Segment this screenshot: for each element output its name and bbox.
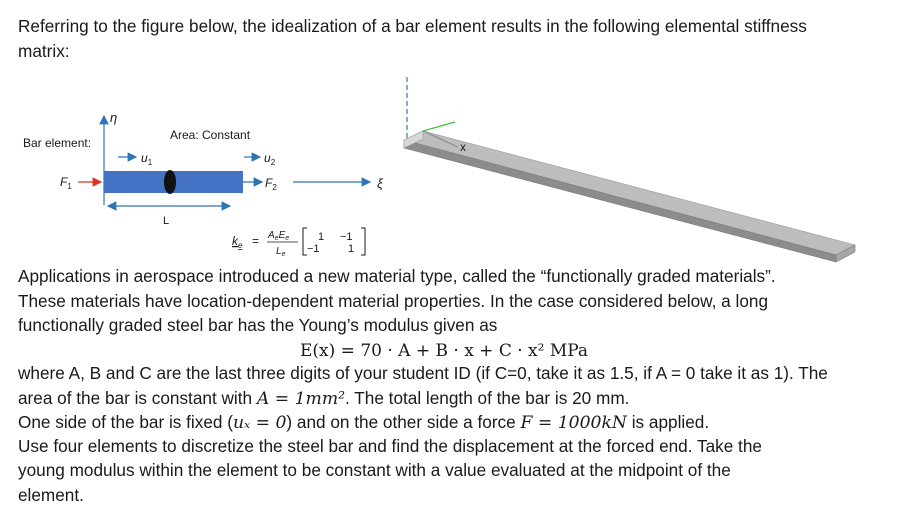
intro-line-1: Referring to the figure below, the idealization of a bar element results in the following elemental stiffness: [18, 16, 807, 36]
matrix-m12: −1: [340, 231, 353, 243]
equals-sign: =: [252, 234, 260, 248]
u2-label: $u_2$: [264, 151, 276, 167]
bar-cross-section: [164, 170, 176, 194]
u1-label: $u_1$: [141, 151, 153, 167]
paragraph-line-2: These materials have location-dependent material properties. In the case considered below, a long: [18, 291, 769, 311]
paragraph-line-9: element.: [18, 485, 84, 505]
paragraph-line-7: Use four elements to discretize the steel bar and find the displacement at the forced end. Take the: [18, 436, 762, 456]
ke-symbol: $k_e$: [232, 234, 243, 250]
boundary-condition-expression: uₓ = 0: [232, 413, 287, 433]
x-axis-label: x: [460, 140, 466, 154]
ae-ee-numerator: $A_eE_e$: [268, 230, 290, 242]
paragraph-line-4: where A, B and C are the last three digits of your student ID (if C=0, take it as 1.5, if A = 0 take it as 1). The: [18, 363, 828, 383]
length-label: L: [163, 215, 170, 227]
matrix-m21: −1: [307, 243, 320, 255]
f1-label: $F_1$: [60, 175, 72, 191]
matrix-m22: 1: [348, 243, 355, 255]
paragraph-line-5: area of the bar is constant with A = 1mm². The total length of the bar is 20 mm.: [18, 388, 630, 409]
paragraph-line-1: Applications in aerospace introduced a new material type, called the “functionally graded materials”.: [18, 266, 776, 286]
matrix-right-bracket: [361, 228, 365, 255]
steel-bar-front-face: [404, 140, 836, 262]
steel-bar-3d: [404, 77, 855, 262]
matrix-m11: 1: [318, 231, 325, 243]
stiffness-matrix-equation: [232, 228, 365, 258]
y-axis-green: [423, 122, 455, 131]
f2-label: $F_2$: [265, 176, 277, 192]
paragraph-line-3: functionally graded steel bar has the Young’s modulus given as: [18, 315, 498, 335]
force-expression: F = 1000kN: [520, 413, 627, 433]
le-denominator: $L_e$: [276, 246, 286, 258]
eta-label: η: [110, 110, 118, 125]
bar-element-label: Bar element:: [23, 136, 92, 150]
intro-line-2: matrix:: [18, 41, 70, 61]
youngs-modulus-equation: E(x) = 70 · A + B · x + C · x² MPa: [300, 341, 589, 361]
steel-bar-top-face: [404, 131, 855, 255]
area-expression: A = 1mm²: [256, 389, 346, 409]
area-label: Area: Constant: [170, 128, 251, 142]
paragraph-line-8: young modulus within the element to be constant with a value evaluated at the midpoint of the: [18, 460, 731, 480]
xi-label: ξ: [377, 176, 383, 191]
paragraph-line-6: One side of the bar is fixed (uₓ = 0) and on the other side a force F = 1000kN is applied.: [18, 412, 710, 433]
